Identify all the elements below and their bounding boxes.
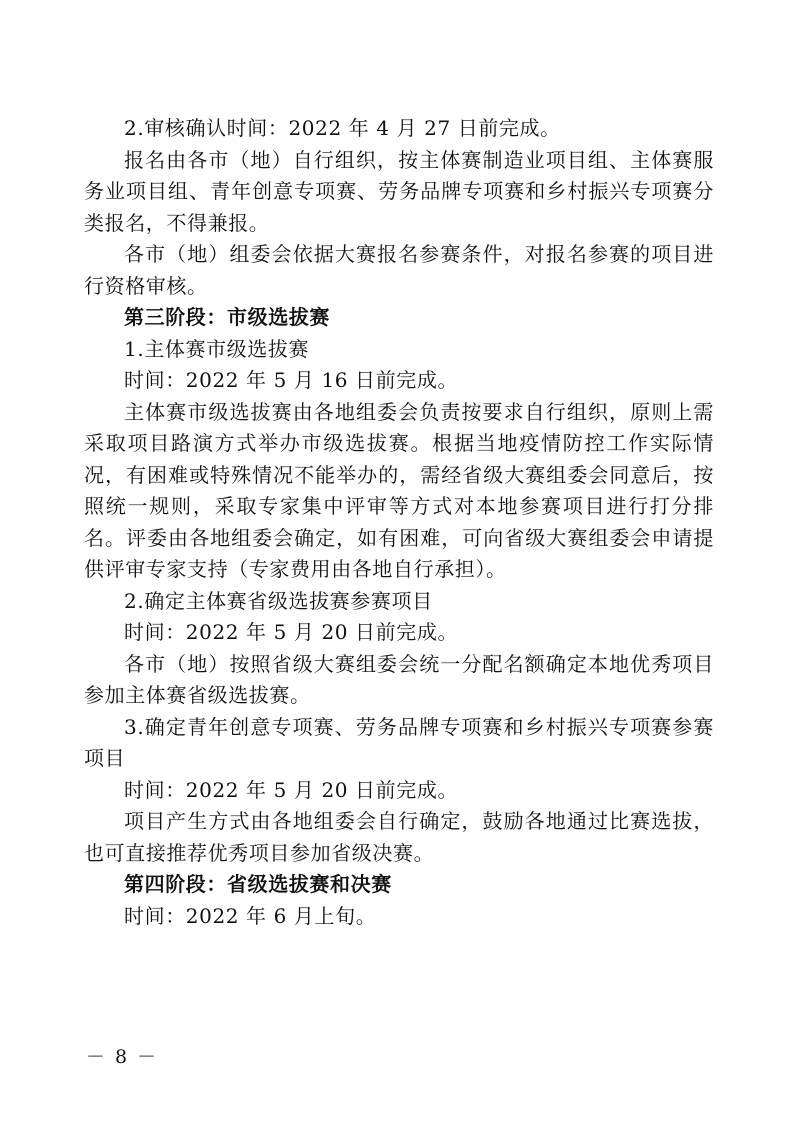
paragraph-registration: 报名由各市（地）自行组织，按主体赛制造业项目组、主体赛服务业项目组、青年创意专项赛、劳务品牌专项赛和乡村振兴专项赛分类报名，不得兼报。: [84, 147, 714, 235]
paragraph-project-selection-method: 项目产生方式由各地组委会自行确定，鼓励各地通过比赛选拔，也可直接推荐优秀项目参加省级决赛。: [84, 809, 714, 865]
heading-stage-four: 第四阶段：省级选拔赛和决赛: [124, 872, 392, 896]
paragraph-time-june: 时间：2022 年 6 月上旬。: [124, 903, 377, 928]
paragraph-city-selection-rules: 主体赛市级选拔赛由各地组委会负责按要求自行组织，原则上需采取项目路演方式举办市级选拔赛。根据当地疫情防控工作实际情况，有困难或特殊情况不能举办的，需经省级大赛组委会同意后，按照统一规则，采取专家集中评审等方式对本地参赛项目进行打分排名。评委由各地组委会确定，如有困难，可向省级大赛组委会申请提供评审专家支持（专家费用由各地自行承担）。: [84, 399, 714, 581]
subheading-main-city-selection: 1.主体赛市级选拔赛: [124, 336, 310, 361]
paragraph-time-may-16: 时间：2022 年 5 月 16 日前完成。: [124, 368, 459, 392]
subheading-special-competitions: 3.确定青年创意专项赛、劳务品牌专项赛和乡村振兴专项赛参赛项目: [84, 714, 714, 770]
subheading-provincial-projects: 2.确定主体赛省级选拔赛参赛项目: [124, 588, 433, 613]
paragraph-time-may-20-a: 时间：2022 年 5 月 20 日前完成。: [124, 620, 459, 644]
paragraph-qualification-review: 各市（地）组委会依据大赛报名参赛条件，对报名参赛的项目进行资格审核。: [84, 242, 714, 298]
document-body: [84, 113, 714, 932]
paragraph-time-may-20-b: 时间：2022 年 5 月 20 日前完成。: [124, 777, 459, 802]
page-number: － 8 －: [86, 1046, 159, 1068]
heading-stage-three: 第三阶段：市级选拔赛: [124, 305, 330, 329]
paragraph-quota-allocation: 各市（地）按照省级大赛组委会统一分配名额确定本地优秀项目参加主体赛省级选拔赛。: [84, 651, 714, 707]
paragraph-review-time: 2.审核确认时间：2022 年 4 月 27 日前完成。: [124, 116, 561, 140]
